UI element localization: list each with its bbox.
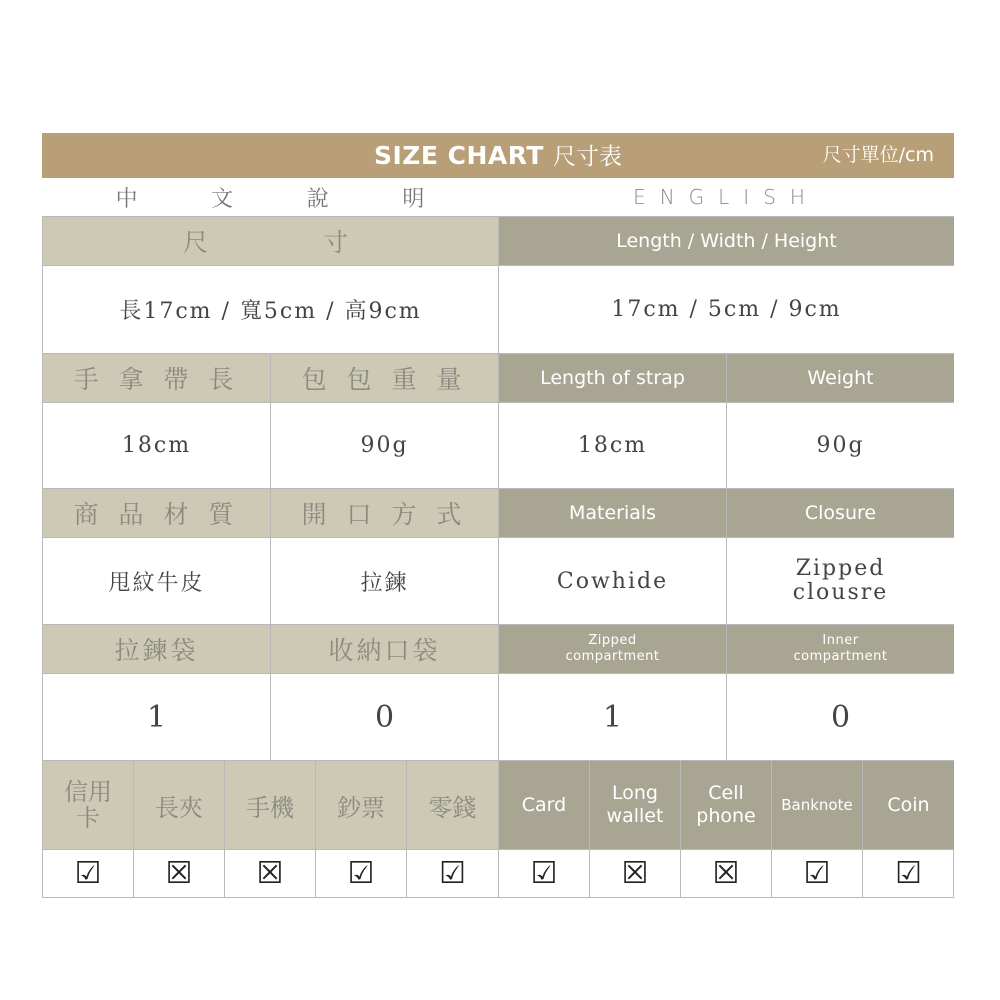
material-value-en: Cowhide [499,538,727,625]
title-english: SIZE CHART [373,141,544,170]
fits-coin-header-zh: 零錢 [407,761,499,850]
lang-zh-char: 說 [306,186,329,212]
size-chart-header [42,133,954,178]
lang-zh-char: 明 [402,186,425,212]
size-header-en: Length / Width / Height [499,217,954,266]
material-header-en: Materials [499,489,727,538]
fits-wallet-header-en: Long wallet [590,761,681,850]
fits-coin-mark-zh: ☑ [407,850,499,897]
fits-coin-header-en: Coin [863,761,954,850]
inner-pocket-value-en: 0 [727,674,954,761]
title-chinese: 尺寸表 [553,144,623,170]
strap-value-en: 18cm [499,403,727,489]
material-header-zh: 商 品 材 質 [43,489,271,538]
page-title [42,133,954,178]
size-value-zh: 長17cm / 寬5cm / 高9cm [43,266,499,354]
weight-header-en: Weight [727,354,954,403]
strap-value-zh: 18cm [43,403,271,489]
unit-label: 尺寸單位/cm [822,144,934,166]
language-row [42,178,954,216]
english-section-label: ENGLISH [633,185,819,209]
zip-pocket-value-en: 1 [499,674,727,761]
fits-phone-mark-zh: ☒ [225,850,316,897]
fits-banknote-mark-zh: ☑ [316,850,407,897]
zip-pocket-value-zh: 1 [43,674,271,761]
strap-header-en: Length of strap [499,354,727,403]
inner-pocket-value-zh: 0 [271,674,499,761]
fits-banknote-header-zh: 鈔票 [316,761,407,850]
fits-card-header-zh: 信用卡 [43,761,134,850]
lang-zh-char: 文 [211,186,234,212]
fits-banknote-mark-en: ☑ [772,850,863,897]
closure-value-zh: 拉鍊 [271,538,499,625]
weight-value-zh: 90g [271,403,499,489]
weight-value-en: 90g [727,403,954,489]
weight-header-zh: 包 包 重 量 [271,354,499,403]
material-value-zh: 甩紋牛皮 [43,538,271,625]
fits-wallet-mark-zh: ☒ [134,850,225,897]
fits-phone-mark-en: ☒ [681,850,772,897]
size-value-en: 17cm / 5cm / 9cm [499,266,954,354]
size-table [42,216,954,898]
fits-coin-mark-en: ☑ [895,856,922,891]
fits-card-header-en: Card [499,761,590,850]
inner-pocket-header-en: Inner compartment [727,625,954,674]
fits-banknote-header-en: Banknote [772,761,863,850]
zip-pocket-header-zh: 拉鍊袋 [43,625,271,674]
fits-card-mark-zh: ☑ [43,850,134,897]
size-header-zh: 尺 寸 [43,217,499,266]
fits-wallet-header-zh: 長夾 [134,761,225,850]
lang-zh-char: 中 [115,186,138,212]
closure-value-en: Zipped clousre [727,538,954,625]
closure-header-zh: 開 口 方 式 [271,489,499,538]
inner-pocket-header-zh: 收納口袋 [271,625,499,674]
fits-wallet-mark-en: ☒ [590,850,681,897]
chinese-section-label [42,178,498,216]
zip-pocket-header-en: Zipped compartment [499,625,727,674]
strap-header-zh: 手 拿 帶 長 [43,354,271,403]
fits-phone-header-en: Cell phone [681,761,772,850]
fits-phone-header-zh: 手機 [225,761,316,850]
fits-card-mark-en: ☑ [499,850,590,897]
closure-header-en: Closure [727,489,954,538]
